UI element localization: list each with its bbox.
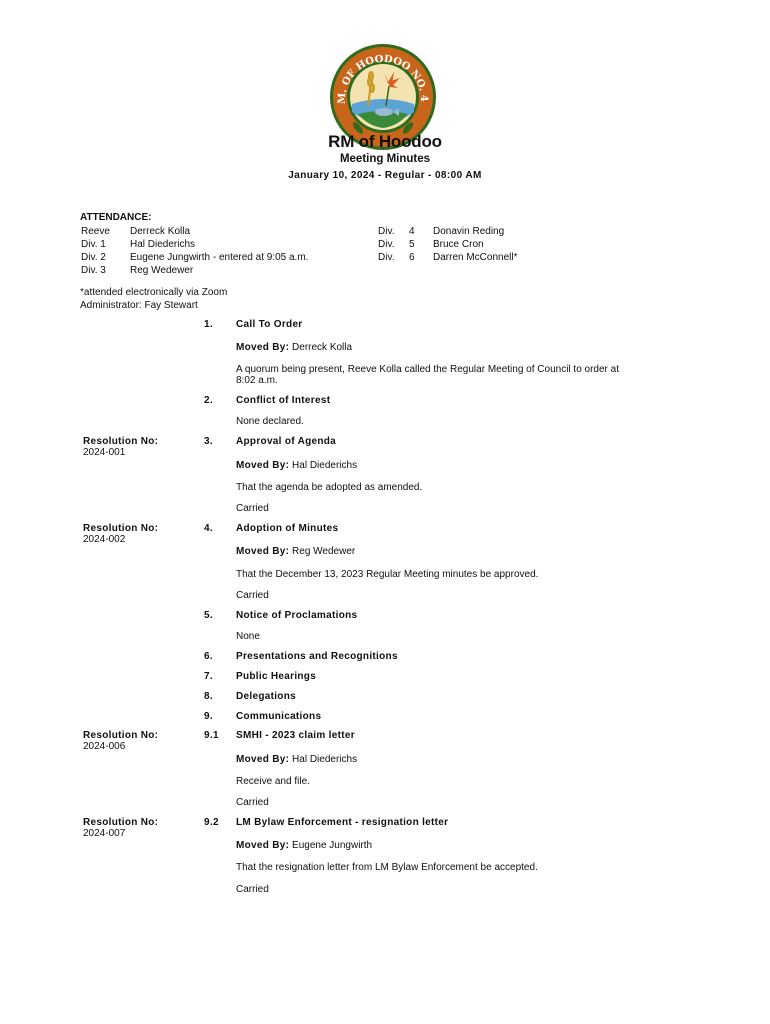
resolution-number: 2024-001	[83, 447, 126, 458]
item-text: None	[236, 631, 260, 642]
attendee-role: Div. 3	[81, 265, 106, 276]
item-title: Presentations and Recognitions	[236, 651, 398, 662]
item-number: 3.	[204, 436, 213, 447]
item-text: That the resignation letter from LM Bylaw Enforcement be accepted.	[236, 862, 538, 873]
attendee-name: Reg Wedewer	[130, 265, 194, 276]
resolution-number: 2024-002	[83, 534, 126, 545]
attendee-div-label: Div.	[378, 226, 395, 237]
resolution-label: Resolution No:	[83, 523, 159, 534]
attendee-div-label: Div.	[378, 252, 395, 263]
attendee-name: Derreck Kolla	[130, 226, 191, 237]
attendee-role: Div. 1	[81, 239, 106, 250]
item-text: A quorum being present, Reeve Kolla called the Regular Meeting of Council to order at	[236, 364, 620, 375]
attendance-heading: ATTENDANCE:	[80, 212, 152, 223]
item-number: 2.	[204, 395, 213, 406]
moved-by-name: Derreck Kolla	[292, 342, 353, 353]
meeting-dateline: January 10, 2024 - Regular - 08:00 AM	[288, 170, 482, 181]
item-title: Communications	[236, 711, 322, 722]
attendee-div-number: 6	[409, 252, 415, 263]
item-number: 8.	[204, 691, 213, 702]
item-number: 9.2	[204, 817, 219, 828]
item-title: LM Bylaw Enforcement - resignation letter	[236, 817, 449, 828]
item-title: Approval of Agenda	[236, 436, 337, 447]
item-title: Notice of Proclamations	[236, 610, 358, 621]
attendee-name: Donavin Reding	[433, 226, 505, 237]
zoom-note: *attended electronically via Zoom	[80, 287, 228, 298]
item-number: 9.	[204, 711, 213, 722]
item-text: That the December 13, 2023 Regular Meeting minutes be approved.	[236, 569, 539, 580]
attendee-name: Hal Diederichs	[130, 239, 196, 250]
item-status: Carried	[236, 503, 269, 514]
item-number: 1.	[204, 319, 213, 330]
moved-by-label: Moved By:	[236, 460, 290, 471]
attendee-name: Darren McConnell*	[433, 252, 518, 263]
attendee-role: Div. 2	[81, 252, 106, 263]
item-status: Carried	[236, 590, 269, 601]
item-title: Public Hearings	[236, 671, 317, 682]
item-title: Adoption of Minutes	[236, 523, 339, 534]
item-title: Call To Order	[236, 319, 303, 330]
resolution-number: 2024-006	[83, 741, 126, 752]
attendee-div-label: Div.	[378, 239, 395, 250]
item-text: That the agenda be adopted as amended.	[236, 482, 423, 493]
administrator-line: Administrator: Fay Stewart	[80, 300, 198, 311]
page-title: RM of Hoodoo	[328, 132, 442, 151]
moved-by-label: Moved By:	[236, 754, 290, 765]
attendee-div-number: 4	[409, 226, 415, 237]
item-number: 9.1	[204, 730, 219, 741]
resolution-label: Resolution No:	[83, 817, 159, 828]
moved-by-label: Moved By:	[236, 546, 290, 557]
attendee-div-number: 5	[409, 239, 415, 250]
moved-by-name: Hal Diederichs	[292, 754, 358, 765]
item-text: None declared.	[236, 416, 304, 427]
moved-by-name: Reg Wedewer	[292, 546, 356, 557]
seal-text: M. OF HOODOO NO. 4	[336, 53, 430, 105]
item-title: Conflict of Interest	[236, 395, 331, 406]
item-text: Receive and file.	[236, 776, 310, 787]
attendee-name: Eugene Jungwirth - entered at 9:05 a.m.	[130, 252, 309, 263]
item-number: 4.	[204, 523, 213, 534]
item-number: 5.	[204, 610, 213, 621]
moved-by-label: Moved By:	[236, 342, 290, 353]
attendee-name: Bruce Cron	[433, 239, 484, 250]
item-number: 7.	[204, 671, 213, 682]
item-title: Delegations	[236, 691, 296, 702]
page-subtitle: Meeting Minutes	[339, 153, 431, 165]
moved-by-label: Moved By:	[236, 840, 290, 851]
resolution-label: Resolution No:	[83, 730, 159, 741]
item-number: 6.	[204, 651, 213, 662]
item-status: Carried	[236, 884, 269, 895]
moved-by-name: Hal Diederichs	[292, 460, 358, 471]
item-title: SMHI - 2023 claim letter	[236, 730, 355, 741]
resolution-number: 2024-007	[83, 828, 126, 839]
moved-by-name: Eugene Jungwirth	[292, 840, 373, 851]
item-status: Carried	[236, 797, 269, 808]
item-text: 8:02 a.m.	[236, 375, 278, 386]
attendee-role: Reeve	[81, 226, 110, 237]
resolution-label: Resolution No:	[83, 436, 159, 447]
